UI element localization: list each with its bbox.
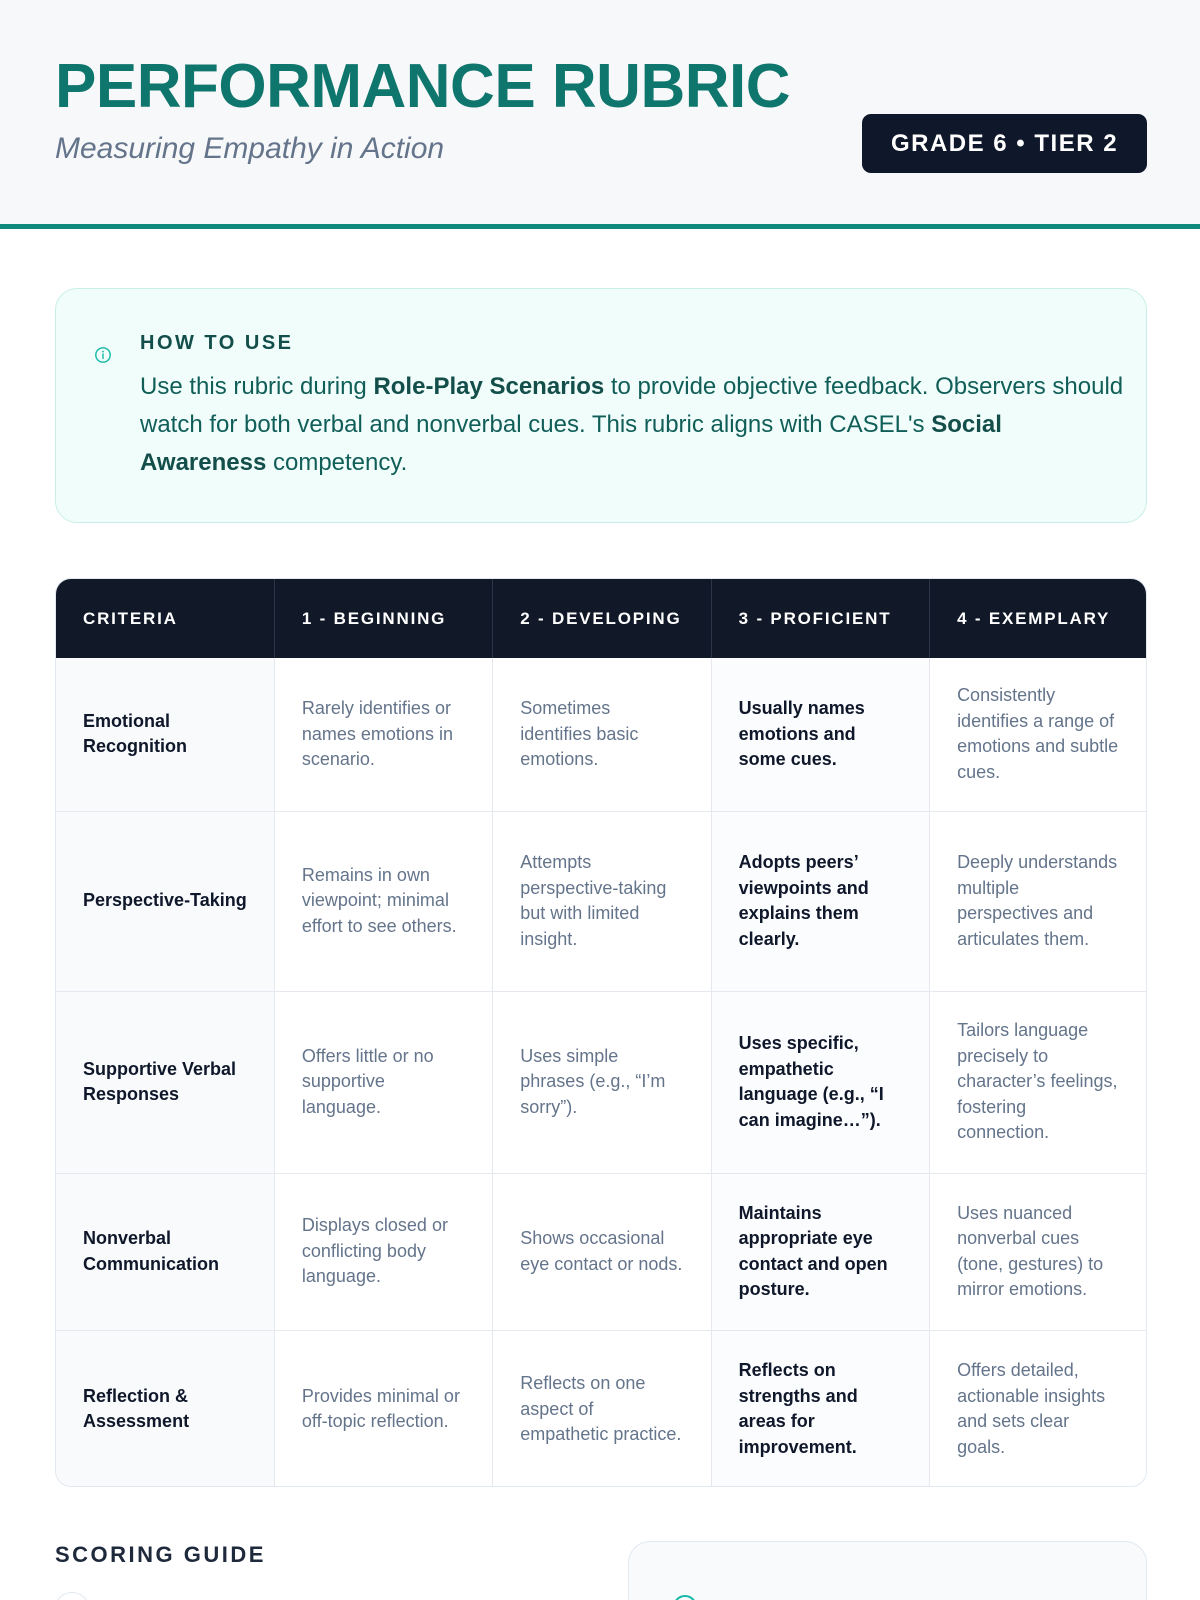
table-row [56, 1330, 1147, 1487]
developing-cell: Uses simple phrases (e.g., “I’m sorry”). [493, 991, 711, 1173]
column-header-beginning: 1 - BEGINNING [274, 579, 492, 658]
proficient-cell: Uses specific, empathetic language (e.g., “I can imagine…”). [711, 991, 929, 1173]
table-header-row [56, 579, 1147, 658]
page-title: PERFORMANCE RUBRIC [55, 52, 790, 121]
beginning-cell: Offers little or no supportive language. [274, 991, 492, 1173]
beginning-cell: Rarely identifies or names emotions in scenario. [274, 658, 492, 811]
grade-tier-badge: GRADE 6 • TIER 2 [862, 114, 1147, 173]
exemplary-cell: Uses nuanced nonverbal cues (tone, gestures) to mirror emotions. [930, 1173, 1147, 1330]
table-row [56, 991, 1147, 1173]
exemplary-cell: Offers detailed, actionable insights and sets clear goals. [957, 1360, 1106, 1457]
page-subtitle: Measuring Empathy in Action [55, 132, 445, 165]
column-header-exemplary: 4 - EXEMPLARY [957, 608, 1111, 628]
beginning-cell: Provides minimal or off-topic reflection. [274, 1330, 492, 1487]
scoring-guide-title: SCORING GUIDE [55, 1542, 266, 1567]
column-header-proficient: 3 - PROFICIENT [711, 579, 929, 658]
info-icon [671, 1593, 699, 1600]
column-header-criteria: CRITERIA [56, 579, 274, 658]
developing-cell: Attempts perspective-taking but with limited insight. [493, 811, 711, 991]
exemplary-cell: Deeply understands multiple perspectives and articulates them. [930, 811, 1147, 991]
table-row [56, 811, 1147, 991]
developing-cell: Reflects on one aspect of empathetic practice. [493, 1330, 711, 1487]
role-play-scenarios-emphasis: Role-Play Scenarios [373, 373, 605, 400]
exemplary-cell: Tailors language precisely to character’s feelings, fostering connection. [930, 991, 1147, 1173]
table-row [56, 1173, 1147, 1330]
beginning-cell: Displays closed or conflicting body language. [274, 1173, 492, 1330]
developing-cell: Shows occasional eye contact or nods. [493, 1173, 711, 1330]
developing-cell: Sometimes identifies basic emotions. [493, 658, 711, 811]
beginning-cell: Remains in own viewpoint; minimal effort to see others. [274, 811, 492, 991]
criteria-cell: Nonverbal Communication [56, 1173, 274, 1330]
how-to-use-title: HOW TO USE [140, 332, 294, 354]
score-circle [54, 1592, 90, 1600]
social-awareness-emphasis: Social Awareness [140, 411, 1002, 476]
how-to-use-text: Use this rubric during Role-Play Scenarios to provide objective feedback. Observers should watch for both verbal and nonverbal cues. This rubric aligns with CASEL's Social Awareness competency. [140, 373, 1124, 476]
scoring-note-card [628, 1541, 1147, 1600]
exemplary-cell: Consistently identifies a range of emotions and subtle cues. [930, 658, 1147, 811]
page-header [0, 0, 1200, 229]
criteria-cell: Perspective-Taking [56, 811, 274, 991]
info-icon [94, 346, 112, 364]
proficient-cell: Maintains appropriate eye contact and open posture. [711, 1173, 929, 1330]
how-to-use-callout [55, 288, 1147, 523]
criteria-cell: Reflection & Assessment [56, 1330, 274, 1487]
proficient-cell: Adopts peers’ viewpoints and explains them clearly. [711, 811, 929, 991]
proficient-cell: Reflects on strengths and areas for improvement. [711, 1330, 929, 1487]
proficient-cell: Usually names emotions and some cues. [711, 658, 929, 811]
criteria-cell: Supportive Verbal Responses [56, 991, 274, 1173]
table-row [56, 658, 1147, 811]
criteria-cell: Emotional Recognition [56, 658, 274, 811]
column-header-developing: 2 - DEVELOPING [493, 579, 711, 658]
rubric-table [55, 578, 1147, 1487]
